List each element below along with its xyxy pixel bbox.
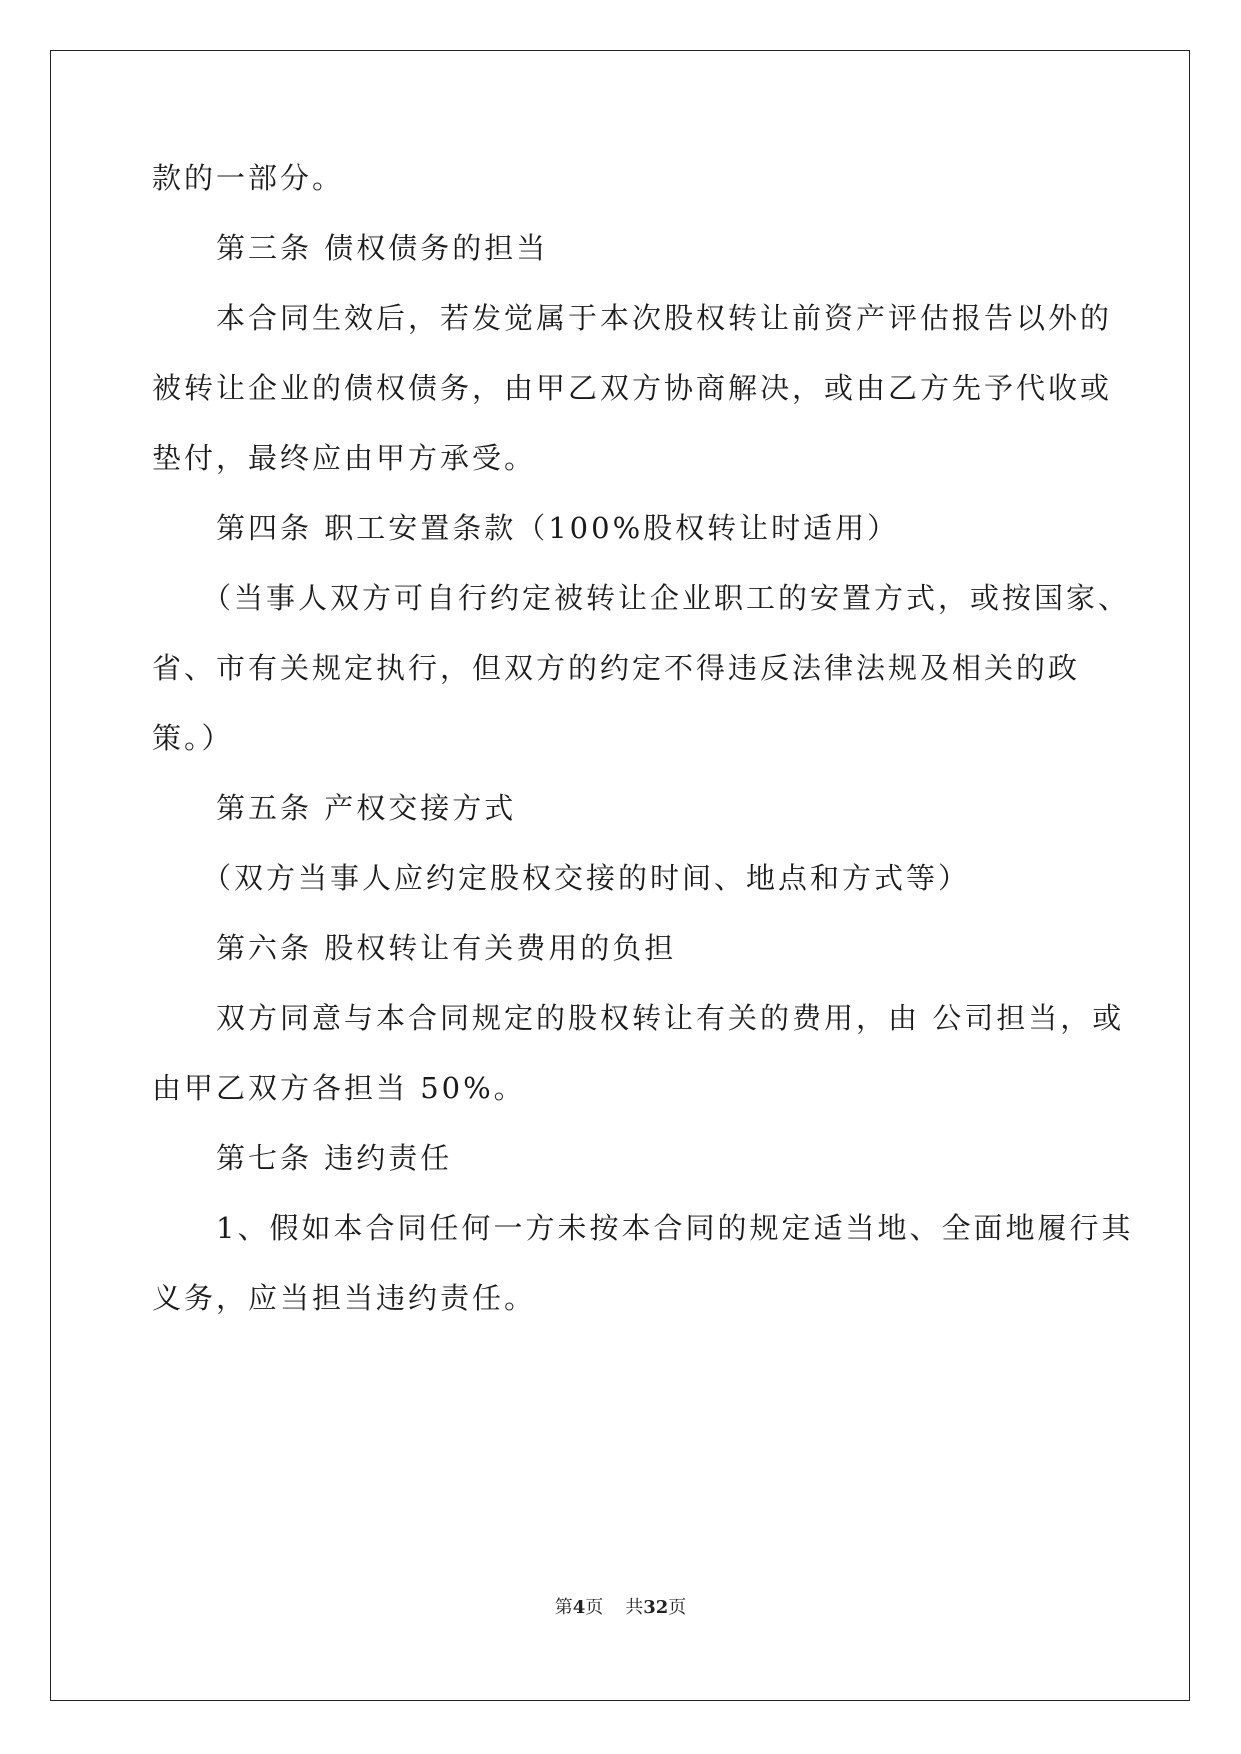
text-line: 垫付，最终应由甲方承受。 (152, 441, 537, 475)
text-line: 义务，应当担当违约责任。 (152, 1281, 537, 1315)
text-line: 被转让企业的债权债务，由甲乙双方协商解决，或由乙方先予代收或 (152, 371, 1113, 405)
article-heading: 第五条 产权交接方式 (216, 791, 517, 825)
text-line: 省、市有关规定执行，但双方的约定不得违反法律法规及相关的政 (152, 651, 1081, 685)
text-line: 本合同生效后，若发觉属于本次股权转让前资产评估报告以外的 (216, 301, 1113, 335)
total-prefix: 共 (625, 1597, 644, 1618)
text-line: 策。） (152, 721, 234, 755)
text-line: 1、假如本合同任何一方未按本合同的规定适当地、全面地履行其 (216, 1211, 1134, 1245)
text-line: 双方同意与本合同规定的股权转让有关的费用，由 公司担当，或 (216, 1001, 1125, 1035)
total-pages: 32 (643, 1597, 669, 1618)
article-heading: 第三条 债权债务的担当 (216, 231, 549, 265)
page-number: 4 (572, 1597, 586, 1618)
page-suffix: 页 (585, 1597, 604, 1618)
page-footer (0, 1596, 1241, 1620)
article-heading: 第六条 股权转让有关费用的负担 (216, 931, 677, 965)
text-line: （当事人双方可自行约定被转让企业职工的安置方式，或按国家、 (202, 581, 1131, 615)
text-line: 款的一部分。 (152, 161, 345, 195)
article-heading: 第七条 违约责任 (216, 1141, 453, 1175)
text-line: 由甲乙双方各担当 50%。 (152, 1071, 526, 1105)
page-prefix: 第 (554, 1597, 573, 1618)
total-suffix: 页 (668, 1597, 687, 1618)
article-heading: 第四条 职工安置条款（100%股权转让时适用） (216, 511, 900, 545)
text-line: （双方当事人应约定股权交接的时间、地点和方式等） (202, 861, 971, 895)
